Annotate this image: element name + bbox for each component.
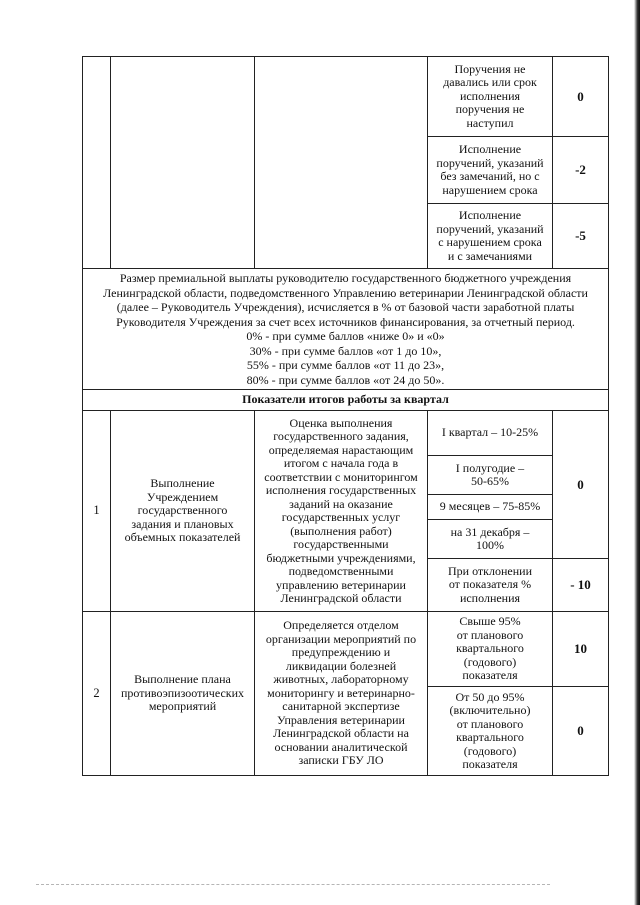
paragraph-line: 80% - при сумме баллов «от 24 до 50». [246, 372, 445, 387]
scan-edge [634, 0, 640, 905]
score-cell: -5 [553, 204, 609, 269]
score-cell: 10 [553, 612, 609, 687]
criterion-cell: При отклонении от показателя % исполнения [428, 559, 553, 612]
empty-cell [255, 57, 428, 269]
table-row [83, 612, 609, 687]
empty-cell [111, 57, 255, 269]
bonus-paragraph [83, 269, 609, 390]
empty-cell [83, 57, 111, 269]
table-row [83, 390, 609, 411]
paragraph-line: Руководителя Учреждения за счет всех источников финансирования, за отчетный период. [116, 314, 575, 329]
indicator-description: Оценка выполнения государственного задания, определяемая нарастающим итогом с начала года в соответствии с мониторингом исполнения государственных заданий на оказание государственных услуг (выполнения работ) государственными бюджетными учреждениями, подведомственными управлению ветеринарии Ленинградской области [255, 411, 428, 612]
table-row [83, 269, 609, 390]
criterion-cell: От 50 до 95% (включительно) от планового квартального (годового) показателя [428, 687, 553, 776]
table-row [83, 411, 609, 456]
criterion-cell: I полугодие – 50-65% [428, 456, 553, 495]
table-row [83, 57, 609, 137]
paragraph-line: Размер премиальной выплаты руководителю государственного бюджетного учреждения [119, 271, 572, 285]
indicator-name: Выполнение плана противоэпизоотических мероприятий [111, 612, 255, 776]
indicator-name: Выполнение Учреждением государственного задания и плановых объемных показателей [111, 411, 255, 612]
paragraph-line: 55% - при сумме баллов «от 11 до 23», [246, 358, 445, 372]
indicator-description: Определяется отделом организации мероприятий по предупреждению и ликвидации болезней животных, лабораторному мониторингу и ветеринарно- санитарной экспертизе Управления ветеринарии Ленинградской области на основании аналитической записки ГБУ ЛО [255, 612, 428, 776]
criterion-cell: 9 месяцев – 75-85% [428, 495, 553, 520]
criterion-cell: Исполнение поручений, указаний с нарушением срока и с замечаниями [428, 204, 553, 269]
criterion-cell: на 31 декабря – 100% [428, 520, 553, 559]
paragraph-line: 30% - при сумме баллов «от 1 до 10», [249, 343, 442, 358]
criterion-cell: Исполнение поручений, указаний без замечаний, но с нарушением срока [428, 137, 553, 204]
page-bottom-line [36, 884, 550, 885]
score-cell: 0 [553, 411, 609, 559]
score-cell: -2 [553, 137, 609, 204]
score-cell: - 10 [553, 559, 609, 612]
section-title: Показатели итогов работы за квартал [83, 390, 609, 411]
paragraph-line: (далее – Руководитель Учреждения), исчисляется в % от базовой части заработной платы [116, 300, 575, 314]
paragraph-line: Ленинградской области, подведомственного Управлению ветеринарии Ленинградской области [103, 285, 588, 300]
criterion-cell: I квартал – 10-25% [428, 411, 553, 456]
paragraph-line: 0% - при сумме баллов «ниже 0» и «0» [246, 329, 445, 343]
criterion-cell: Свыше 95% от планового квартального (годового) показателя [428, 612, 553, 687]
criterion-cell: Поручения не давались или срок исполнения поручения не наступил [428, 57, 553, 137]
evaluation-table [82, 56, 609, 776]
score-cell: 0 [553, 57, 609, 137]
row-number: 1 [83, 411, 111, 612]
score-cell: 0 [553, 687, 609, 776]
row-number: 2 [83, 612, 111, 776]
